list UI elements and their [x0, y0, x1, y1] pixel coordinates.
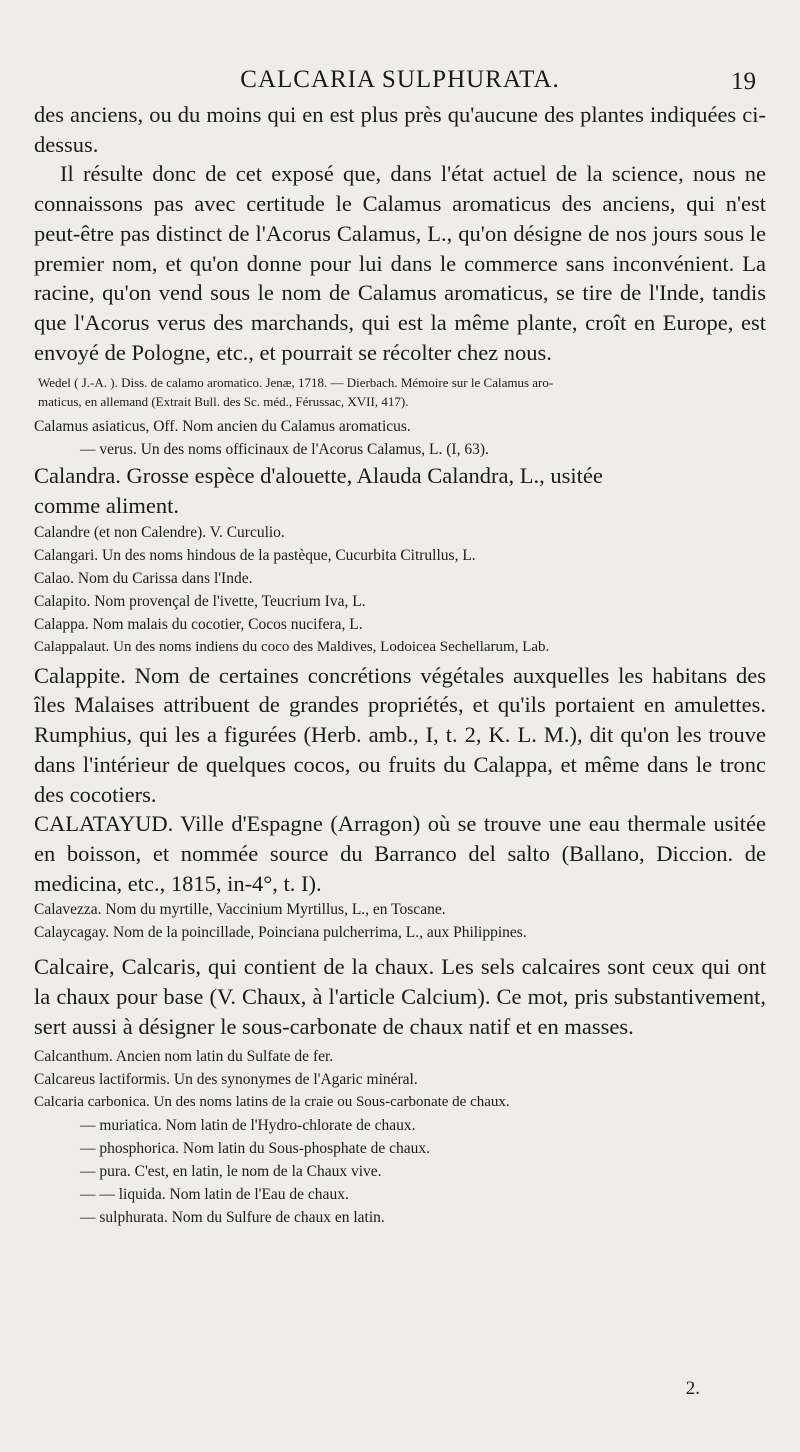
- entry-pura: — pura. C'est, en latin, le nom de la Chaux vive.: [80, 1163, 382, 1181]
- entry-calandra-line2: comme aliment.: [34, 493, 179, 519]
- entry-calavezza: Calavezza. Nom du myrtille, Vaccinium Myrtillus, L., en Toscane.: [34, 901, 446, 919]
- entry-calandre: Calandre (et non Calendre). V. Curculio.: [34, 523, 285, 541]
- entry-calandra-line1: Calandra. Grosse espèce d'alouette, Alauda Calandra, L., usitée: [34, 463, 603, 489]
- entry-calaycagay: Calaycagay. Nom de la poincillade, Poinciana pulcherrima, L., aux Philippines.: [34, 924, 527, 942]
- entry-calapito: Calapito. Nom provençal de l'ivette, Teucrium Iva, L.: [34, 592, 366, 610]
- entry-calatayud: CALATAYUD. Ville d'Espagne (Arragon) où se trouve une eau thermale usitée en boisson, et nommée source du Barranco del salto (Ballano, Diccion. de medicina, etc., 1815, in-4°, t. I).: [34, 811, 766, 896]
- entry-calcaire: Calcaire, Calcaris, qui contient de la chaux. Les sels calcaires sont ceux qui ont la chaux pour base (V. Chaux, à l'article Calcium). Ce mot, pris substantivement, sert aussi à désigner le sous-carbonate de chaux natif et en masses.: [34, 954, 766, 1039]
- running-title: CALCARIA SULPHURATA.: [240, 66, 560, 93]
- entry-calao: Calao. Nom du Carissa dans l'Inde.: [34, 569, 253, 587]
- entry-muriatica: — muriatica. Nom latin de l'Hydro-chlorate de chaux.: [80, 1117, 416, 1135]
- entry-calcareus: Calcareus lactiformis. Un des synonymes de l'Agaric minéral.: [34, 1071, 418, 1089]
- paragraph-continuation: des anciens, ou du moins qui en est plus près qu'aucune des plantes indiquées ci-dessus.: [34, 102, 766, 157]
- reference-line-2: maticus, en allemand (Extrait Bull. des Sc. méd., Férussac, XVII, 417).: [38, 394, 409, 410]
- entry-calangari: Calangari. Un des noms hindous de la pastèque, Cucurbita Citrullus, L.: [34, 546, 476, 564]
- entry-sulphurata: — sulphurata. Nom du Sulfure de chaux en latin.: [80, 1209, 385, 1227]
- entry-calamus-asiaticus: Calamus asiaticus, Off. Nom ancien du Calamus aromaticus.: [34, 418, 411, 436]
- paragraph-conclusion: Il résulte donc de cet exposé que, dans l'état actuel de la science, nous ne connaissons pas avec certitude le Calamus aromaticus des anciens, qui n'est peut-être pas distinct de l'Acorus Calamus, L., qu'on désigne de nos jours sous le premier nom, et qu'on donne pour lui dans le commerce sans inconvénient. La racine, qu'on vend sous le nom de Calamus aromaticus, se tire de l'Inde, tandis que l'Acorus verus des marchands, qui est la même plante, croît en Europe, est envoyé de Pologne, etc., et pourrait se récolter chez nous.: [34, 161, 766, 365]
- spacer: [34, 944, 766, 952]
- bibliographic-reference: [38, 373, 766, 411]
- entry-liquida: — — liquida. Nom latin de l'Eau de chaux.: [80, 1186, 349, 1204]
- entry-calappalaut: Calappalaut. Un des noms indiens du coco des Maldives, Lodoicea Sechellarum, Lab.: [34, 638, 550, 655]
- entry-calappite: Calappite. Nom de certaines concrétions végétales auxquelles les habitans des îles Malaises attribuent de grandes propriétés, et qu'ils portaient en amulettes. Rumphius, qui les a figurées (Herb. amb., I, t. 2, K. L. M.), dit qu'on les trouve dans l'intérieur de quelques cocos, ou fruits du Calappa, et même dans le tronc des cocotiers.: [34, 662, 766, 807]
- entry-calcaria-carbonica: Calcaria carbonica. Un des noms latins de la craie ou Sous-carbonate de chaux.: [34, 1094, 510, 1111]
- entry-phosphorica: — phosphorica. Nom latin du Sous-phosphate de chaux.: [80, 1140, 430, 1158]
- page-number: 19: [731, 68, 756, 95]
- page-body: [34, 100, 766, 1229]
- entry-calcanthum: Calcanthum. Ancien nom latin du Sulfate de fer.: [34, 1048, 334, 1066]
- reference-line-1: Wedel ( J.-A. ). Diss. de calamo aromatico. Jenæ, 1718. — Dierbach. Mémoire sur le Calamus aro-: [38, 375, 554, 391]
- signature-mark: 2.: [685, 1378, 700, 1399]
- entry-calappa: Calappa. Nom malais du cocotier, Cocos nucifera, L.: [34, 615, 363, 633]
- entry-calamus-verus: — verus. Un des noms officinaux de l'Acorus Calamus, L. (I, 63).: [80, 441, 489, 459]
